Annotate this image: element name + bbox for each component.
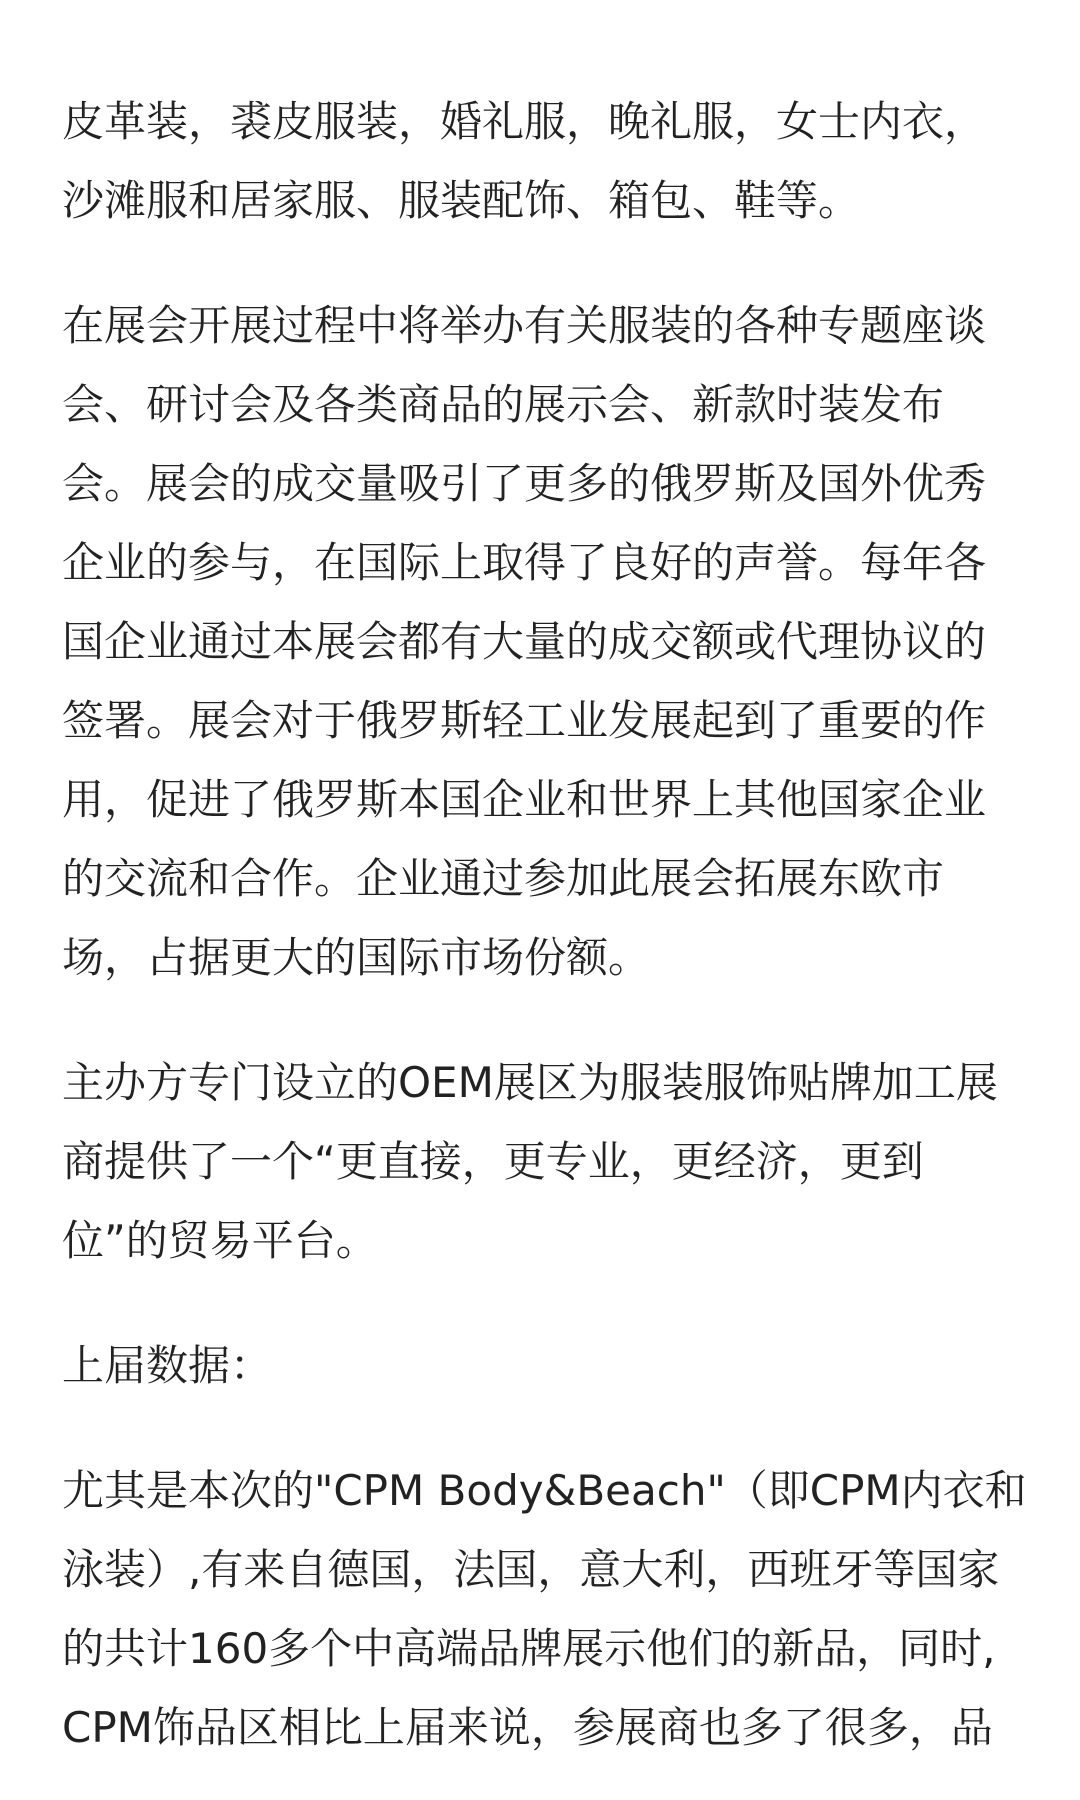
text-line: 的交流和合作。企业通过参加此展会拓展东欧市 <box>62 854 945 903</box>
text-line: 场，占据更大的国际市场份额。 <box>62 933 651 982</box>
text-line: 尤其是本次的"CPM Body&Beach"（即CPM内衣和 <box>62 1466 1027 1515</box>
text-line: 泳装）,有来自德国，法国，意大利，西班牙等国家 <box>62 1545 1000 1594</box>
paragraph-oem-zone <box>62 1043 1022 1280</box>
text-line: 位”的贸易平台。 <box>62 1216 378 1265</box>
section-heading: 上届数据： <box>62 1341 273 1390</box>
text-line: 会。展会的成交量吸引了更多的俄罗斯及国外优秀 <box>62 459 987 508</box>
text-line: 会、研讨会及各类商品的展示会、新款时装发布 <box>62 380 945 429</box>
paragraph-product-categories <box>62 82 1022 240</box>
paragraph-cpm-body-beach <box>62 1451 1027 1767</box>
text-line: 商提供了一个“更直接，更专业，更经济，更到 <box>62 1137 924 1186</box>
text-line: 国企业通过本展会都有大量的成交额或代理协议的 <box>62 617 987 666</box>
text-line: 用，促进了俄罗斯本国企业和世界上其他国家企业 <box>62 775 987 824</box>
article-body <box>62 82 1027 1767</box>
text-line: 签署。展会对于俄罗斯轻工业发展起到了重要的作 <box>62 696 987 745</box>
text-line: 在展会开展过程中将举办有关服装的各种专题座谈 <box>62 301 987 350</box>
text-line: CPM饰品区相比上届来说，参展商也多了很多，品 <box>62 1703 993 1752</box>
text-line: 主办方专门设立的OEM展区为服装服饰贴牌加工展 <box>62 1058 998 1107</box>
paragraph-exhibition-events <box>62 286 1022 997</box>
text-line: 的共计160多个中高端品牌展示他们的新品，同时, <box>62 1624 996 1673</box>
text-line: 企业的参与，在国际上取得了良好的声誉。每年各 <box>62 538 987 587</box>
paragraph-previous-data-heading <box>62 1326 1022 1405</box>
text-line: 皮革装，裘皮服装，婚礼服，晚礼服，女士内衣， <box>62 97 987 146</box>
text-line: 沙滩服和居家服、服装配饰、箱包、鞋等。 <box>62 176 861 225</box>
